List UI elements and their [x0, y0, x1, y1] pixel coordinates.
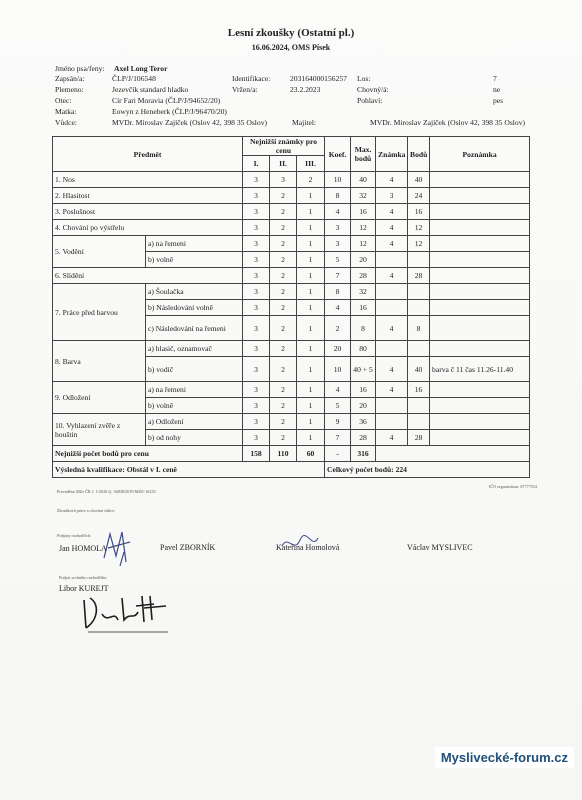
cell-iii: 1: [297, 414, 325, 430]
cell-iii: 1: [297, 204, 325, 220]
cell-grade: 4: [376, 204, 408, 220]
cell-grade: [376, 414, 408, 430]
cell-points: 24: [408, 188, 430, 204]
dog-name-label: Jméno psa/feny:: [55, 64, 105, 73]
cell-points: 40: [408, 172, 430, 188]
min-total-row: [53, 446, 530, 462]
cell-grade: 4: [376, 236, 408, 252]
cell-iii: 2: [297, 172, 325, 188]
cell-points: [408, 284, 430, 300]
cell-i: 3: [243, 430, 270, 446]
cell-points: 16: [408, 382, 430, 398]
row-sub-item: b) volně: [146, 398, 243, 414]
table-row: [53, 172, 530, 188]
judge-2: Pavel ZBORNÍK: [160, 543, 216, 552]
cell-max: 40 + 5: [351, 357, 376, 382]
cell-koef: 10: [325, 172, 351, 188]
sex-label: Pohlaví:: [357, 96, 383, 105]
cell-iii: 1: [297, 268, 325, 284]
row-subject: 10. Vyhlazení zvěře z houštin: [53, 414, 146, 446]
row-subject: 6. Slídění: [53, 268, 243, 284]
results-table: [52, 136, 530, 478]
cell-i: 3: [243, 414, 270, 430]
cell-grade: 3: [376, 188, 408, 204]
cell-points: [408, 398, 430, 414]
result-qualification: Výsledná kvalifikace: Obstál v I. ceně: [53, 462, 325, 478]
chovny-value: ne: [493, 85, 501, 94]
table-row: [53, 284, 530, 300]
row-subject: 8. Barva: [53, 341, 146, 382]
table-row: [53, 414, 530, 430]
cell-i: 3: [243, 316, 270, 341]
cell-koef: 4: [325, 300, 351, 316]
row-subject: 1. Nos: [53, 172, 243, 188]
header-iii: III.: [297, 156, 325, 172]
cell-i: 3: [243, 382, 270, 398]
cell-note: [430, 236, 530, 252]
cell-note: [430, 430, 530, 446]
cell-iii: 1: [297, 430, 325, 446]
father-value: Cir Fari Moravia (ČLP/J/94652/20): [112, 96, 221, 105]
cell-grade: 4: [376, 382, 408, 398]
cell-min-ii: 110: [270, 446, 297, 462]
ico-note: IČO organizátora: 67777554: [489, 484, 538, 489]
cell-points: [408, 300, 430, 316]
cell-note: barva č 11 čas 11.26-11.40: [430, 357, 530, 382]
breed-value: Jezevčík standard hladko: [112, 85, 189, 94]
cell-ii: 2: [270, 341, 297, 357]
cell-koef: 8: [325, 188, 351, 204]
dog-name: Axel Long Teror: [114, 64, 168, 73]
cell-i: 3: [243, 341, 270, 357]
cell-koef: 4: [325, 382, 351, 398]
cell-note: [430, 341, 530, 357]
table-row: [53, 188, 530, 204]
reg-value: ČLP/J/106548: [112, 74, 156, 83]
header-i: I.: [243, 156, 270, 172]
cell-points: 12: [408, 220, 430, 236]
cell-max: 20: [351, 398, 376, 414]
cell-i: 3: [243, 236, 270, 252]
cell-iii: 1: [297, 284, 325, 300]
cell-grade: [376, 398, 408, 414]
result-row: [53, 462, 530, 478]
cell-i: 3: [243, 204, 270, 220]
cell-points: 16: [408, 204, 430, 220]
cell-ii: 2: [270, 284, 297, 300]
reg-label: Zapsán/a:: [55, 74, 85, 83]
cell-max: 40: [351, 172, 376, 188]
document-subtitle: 16.06.2024, OMS Písek: [251, 43, 331, 52]
cell-grade: [376, 252, 408, 268]
cell-i: 3: [243, 268, 270, 284]
cell-max: 20: [351, 252, 376, 268]
cell-min-iii: 60: [297, 446, 325, 462]
min-total-label: Nejnižší počet bodů pro cenu: [53, 446, 243, 462]
cell-i: 3: [243, 172, 270, 188]
header-max: Max. bodů: [351, 137, 376, 172]
judges-label: Podpisy rozhodčích:: [57, 533, 92, 538]
cell-points: 28: [408, 430, 430, 446]
site-watermark: Myslivecké-forum.cz: [435, 747, 574, 768]
owner-value: MVDr. Miroslav Zajíček (Oslov 42, 398 35 Oslov): [370, 118, 526, 127]
header-koef: Koef.: [325, 137, 351, 172]
cell-koef: 9: [325, 414, 351, 430]
table-header-row: [53, 137, 530, 156]
signature-kurejt: [78, 590, 178, 636]
cell-ii: 2: [270, 204, 297, 220]
cell-iii: 1: [297, 382, 325, 398]
table-row: [53, 341, 530, 357]
cell-max: 16: [351, 382, 376, 398]
cell-ii: 2: [270, 300, 297, 316]
cell-ii: 3: [270, 172, 297, 188]
cell-max: 16: [351, 204, 376, 220]
cell-note: [430, 252, 530, 268]
cell-grade: 4: [376, 316, 408, 341]
sex-value: pes: [493, 96, 504, 105]
ident-value: 203164000156257: [290, 74, 347, 83]
cell-ii: 2: [270, 357, 297, 382]
row-sub-item: b) od nohy: [146, 430, 243, 446]
row-sub-item: a) hlasič, oznamovač: [146, 341, 243, 357]
cell-note: [430, 284, 530, 300]
row-subject: 9. Odložení: [53, 382, 146, 414]
mother-value: Eowyn z Heneberk (ČLP/J/96470/20): [112, 107, 227, 116]
cell-koef: 8: [325, 284, 351, 300]
cell-note: [430, 220, 530, 236]
cell-max: 28: [351, 268, 376, 284]
cell-ii: 2: [270, 220, 297, 236]
judge-1: Jan HOMOLA: [59, 544, 107, 553]
header-ii: II.: [270, 156, 297, 172]
cell-max: 28: [351, 430, 376, 446]
cell-note: [430, 268, 530, 284]
cell-koef: 3: [325, 236, 351, 252]
cell-grade: [376, 284, 408, 300]
cell-grade: [376, 300, 408, 316]
table-row: [53, 268, 530, 284]
chief-judge: Libor KUREJT: [59, 584, 109, 593]
table-row: [53, 382, 530, 398]
cell-max: 16: [351, 300, 376, 316]
header-grade: Známka: [376, 137, 408, 172]
cell-ii: 2: [270, 236, 297, 252]
cell-i: 3: [243, 220, 270, 236]
cell-i: 3: [243, 357, 270, 382]
regulation-note: Prováděno MZe ČR č. 1/2020 čj. 36838/2019-MZE-16233: [57, 489, 156, 494]
row-subject: 4. Chování po výstřelu: [53, 220, 243, 236]
cell-note: [430, 300, 530, 316]
header-min-grades: Nejnižší známky pro cenu: [243, 137, 325, 156]
cell-koef: 20: [325, 341, 351, 357]
cell-ii: 2: [270, 188, 297, 204]
cell-i: 3: [243, 284, 270, 300]
cell-koef: 4: [325, 204, 351, 220]
cell-iii: 1: [297, 398, 325, 414]
cell-min-koef: -: [325, 446, 351, 462]
cell-points: 12: [408, 236, 430, 252]
cell-grade: 4: [376, 172, 408, 188]
cell-max: 8: [351, 316, 376, 341]
row-subject: 7. Práce před barvou: [53, 284, 146, 341]
cell-koef: 3: [325, 220, 351, 236]
cell-min-i: 158: [243, 446, 270, 462]
ident-label: Identifikace:: [232, 74, 271, 83]
handler-value: MVDr. Miroslav Zajíček (Oslov 42, 398 35 Oslov): [112, 118, 268, 127]
explanation-note: Zkoušková práce a chování vůdce:: [57, 508, 116, 513]
cell-max: 32: [351, 284, 376, 300]
cell-grade: [376, 341, 408, 357]
cell-note: [430, 398, 530, 414]
cell-i: 3: [243, 398, 270, 414]
cell-iii: 1: [297, 188, 325, 204]
header-subject: Předmět: [53, 137, 243, 172]
cell-iii: 1: [297, 220, 325, 236]
cell-i: 3: [243, 300, 270, 316]
cell-koef: 7: [325, 268, 351, 284]
row-subject: 2. Hlasitost: [53, 188, 243, 204]
chovny-label: Chovný/á:: [357, 85, 389, 94]
cell-min-max: 316: [351, 446, 376, 462]
cell-points: 40: [408, 357, 430, 382]
los-value: 7: [493, 74, 497, 83]
breed-label: Plemeno:: [55, 85, 84, 94]
chief-judge-label: Podpis vrchního rozhodčího:: [59, 575, 108, 580]
table-row: [53, 236, 530, 252]
cell-grade: 4: [376, 357, 408, 382]
cell-iii: 1: [297, 300, 325, 316]
cell-iii: 1: [297, 341, 325, 357]
cell-max: 12: [351, 220, 376, 236]
cell-note: [430, 316, 530, 341]
cell-points: [408, 341, 430, 357]
cell-points: [408, 252, 430, 268]
cell-points: [408, 414, 430, 430]
cell-note: [430, 382, 530, 398]
cell-ii: 2: [270, 382, 297, 398]
cell-koef: 10: [325, 357, 351, 382]
row-sub-item: b) Následování volně: [146, 300, 243, 316]
cell-ii: 2: [270, 268, 297, 284]
cell-max: 12: [351, 236, 376, 252]
owner-label: Majitel:: [292, 118, 317, 127]
cell-iii: 1: [297, 252, 325, 268]
cell-ii: 2: [270, 398, 297, 414]
cell-i: 3: [243, 188, 270, 204]
cell-iii: 1: [297, 316, 325, 341]
cell-iii: 1: [297, 236, 325, 252]
father-label: Otec:: [55, 96, 72, 105]
table-row: [53, 220, 530, 236]
signature-homola: [100, 528, 140, 572]
header-note: Poznámka: [430, 137, 530, 172]
cell-ii: 2: [270, 252, 297, 268]
row-sub-item: b) volně: [146, 252, 243, 268]
row-sub-item: a) Odložení: [146, 414, 243, 430]
cell-ii: 2: [270, 430, 297, 446]
cell-ii: 2: [270, 414, 297, 430]
born-label: Vržen/a:: [232, 85, 258, 94]
cell-grade: 4: [376, 220, 408, 236]
document-title: Lesní zkoušky (Ostatní pl.): [227, 27, 355, 39]
los-label: Los:: [357, 74, 371, 83]
table-row: [53, 204, 530, 220]
cell-koef: 5: [325, 398, 351, 414]
mother-label: Matka:: [55, 107, 77, 116]
cell-max: 80: [351, 341, 376, 357]
cell-ii: 2: [270, 316, 297, 341]
cell-note: [430, 172, 530, 188]
row-sub-item: a) na řemeni: [146, 236, 243, 252]
row-sub-item: a) na řemeni: [146, 382, 243, 398]
cell-empty: [376, 446, 530, 462]
cell-koef: 2: [325, 316, 351, 341]
row-sub-item: a) Šoulačka: [146, 284, 243, 300]
header-points: Bodů: [408, 137, 430, 172]
cell-koef: 5: [325, 252, 351, 268]
signature-homolova: [280, 532, 320, 556]
cell-koef: 7: [325, 430, 351, 446]
judge-4: Václav MYSLIVEC: [407, 543, 473, 552]
cell-points: 8: [408, 316, 430, 341]
cell-i: 3: [243, 252, 270, 268]
cell-grade: 4: [376, 430, 408, 446]
cell-grade: 4: [376, 268, 408, 284]
cell-iii: 1: [297, 357, 325, 382]
row-sub-item: b) vodič: [146, 357, 243, 382]
cell-note: [430, 188, 530, 204]
judge-3: Kateřina Homolová: [276, 543, 340, 552]
handler-label: Vůdce:: [55, 118, 77, 127]
result-total-points: Celkový počet bodů: 224: [325, 462, 530, 478]
cell-note: [430, 414, 530, 430]
row-sub-item: c) Následování na řemeni: [146, 316, 243, 341]
row-subject: 3. Poslušnost: [53, 204, 243, 220]
cell-note: [430, 204, 530, 220]
born-value: 23.2.2023: [290, 85, 321, 94]
cell-points: 28: [408, 268, 430, 284]
cell-max: 32: [351, 188, 376, 204]
row-subject: 5. Vodění: [53, 236, 146, 268]
cell-max: 36: [351, 414, 376, 430]
